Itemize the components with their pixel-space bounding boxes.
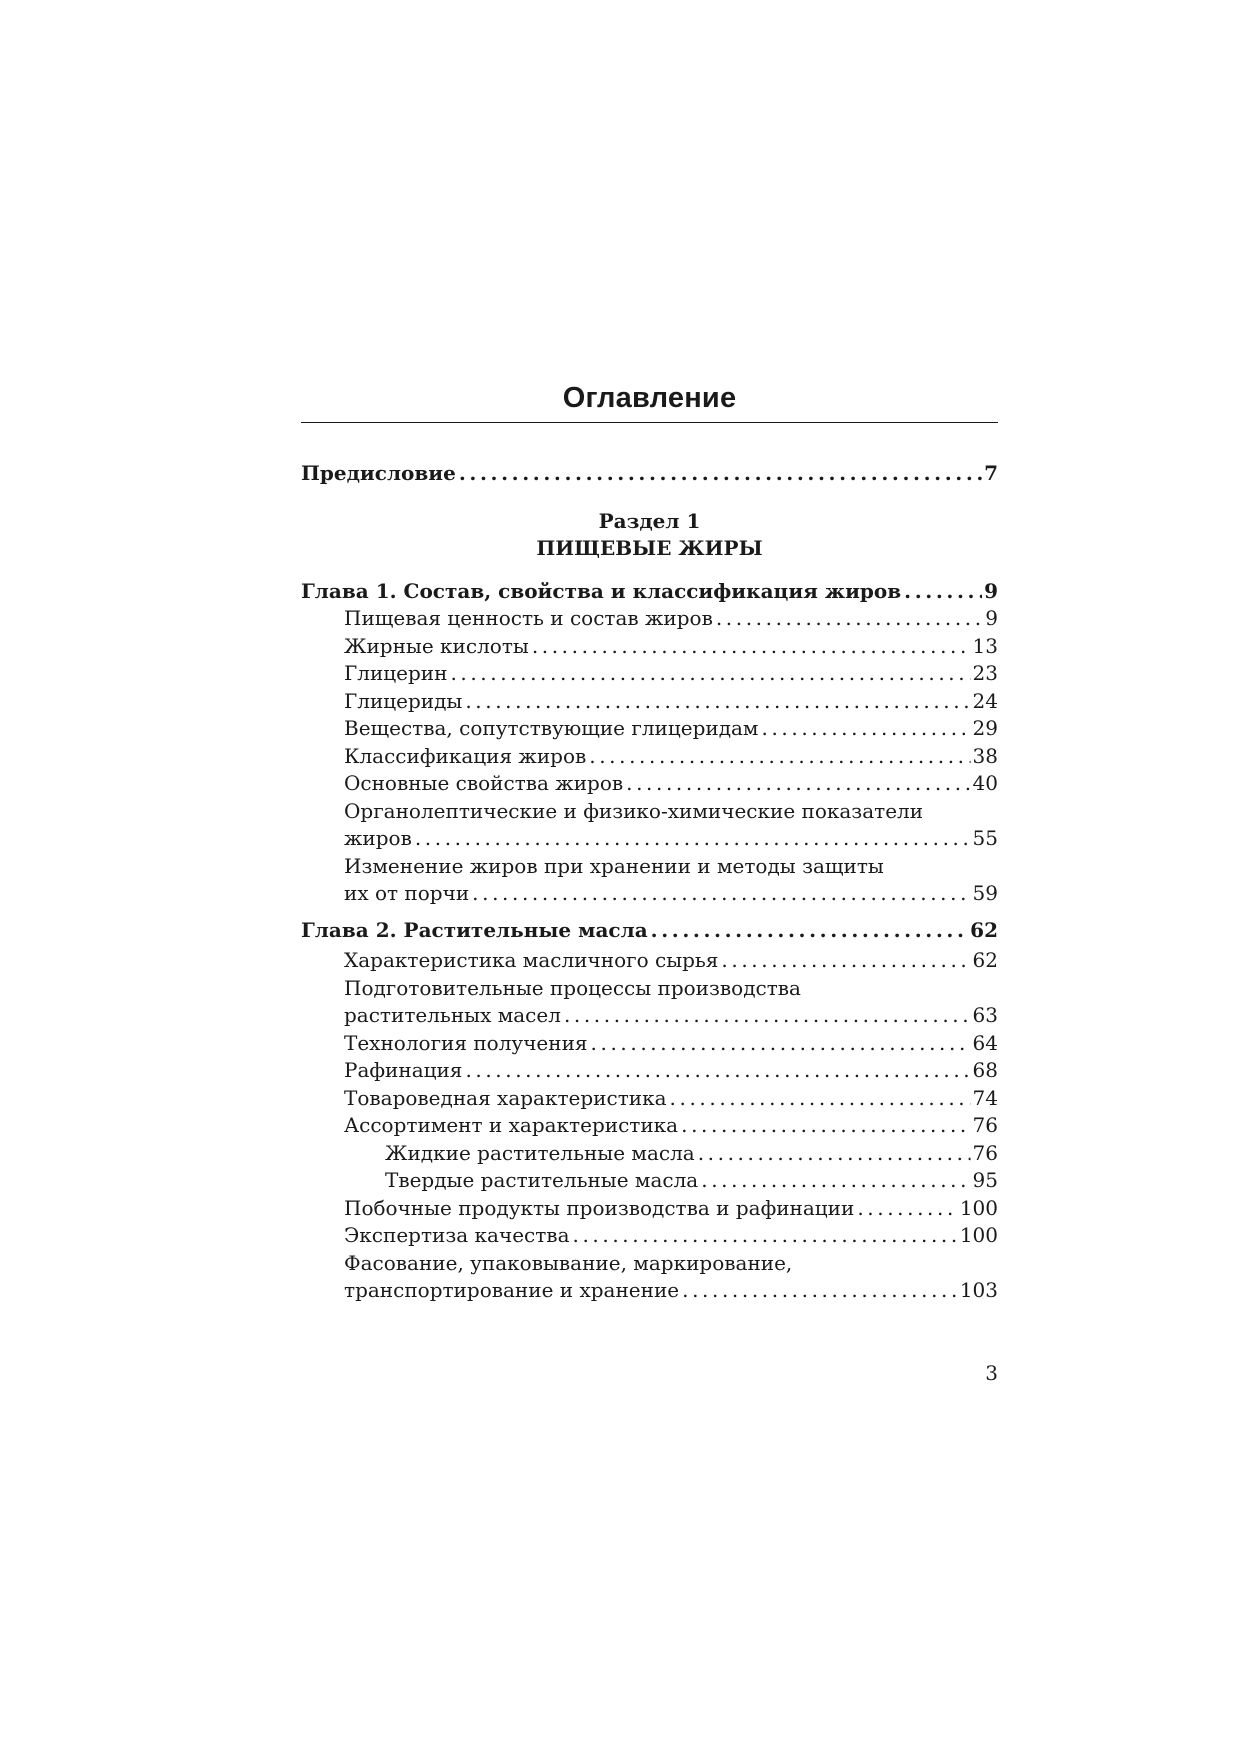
toc-entry-label: растительных масел xyxy=(344,1003,561,1027)
dot-leader xyxy=(762,715,971,743)
toc-entry-label: Характеристика масличного сырья xyxy=(344,948,719,972)
toc-entry-page: 40 xyxy=(972,771,998,795)
dot-leader xyxy=(589,743,970,771)
toc-entry-page: 62 xyxy=(972,948,998,972)
toc-entry[interactable] xyxy=(301,1085,998,1113)
toc-entry-label: Глава 1. Состав, свойства и классификация жиров xyxy=(301,578,902,603)
dot-leader xyxy=(681,1112,970,1140)
toc-entry[interactable] xyxy=(301,1222,998,1250)
toc-entry[interactable] xyxy=(301,688,998,716)
dot-leader xyxy=(698,1140,971,1168)
dot-leader xyxy=(670,1085,971,1113)
section-title: ПИЩЕВЫЕ ЖИРЫ xyxy=(536,535,763,560)
table-of-contents xyxy=(301,380,998,1305)
dot-leader xyxy=(532,633,971,661)
toc-entry-page: 38 xyxy=(972,743,998,768)
dot-leader xyxy=(904,578,982,606)
toc-entry-page: 7 xyxy=(984,461,998,485)
toc-subentry[interactable] xyxy=(301,1167,998,1195)
dot-leader xyxy=(716,605,983,633)
toc-entry-page: 59 xyxy=(972,881,998,905)
toc-entry[interactable] xyxy=(301,1002,998,1030)
toc-entry-page: 23 xyxy=(972,661,998,685)
title-divider xyxy=(301,422,998,423)
toc-entry-page: 76 xyxy=(972,1113,998,1137)
toc-entry-line[interactable]: Фасование, упаковывание, маркирование, xyxy=(344,1250,793,1275)
dot-leader xyxy=(573,1222,958,1250)
toc-entry-page: 13 xyxy=(972,633,998,658)
toc-entry[interactable] xyxy=(301,1030,998,1058)
toc-entry[interactable] xyxy=(301,743,998,771)
toc-entry-label: жиров xyxy=(344,826,412,850)
toc-entry-label: Технология получения xyxy=(344,1030,588,1055)
toc-entry[interactable] xyxy=(301,770,998,798)
dot-leader xyxy=(626,770,970,798)
toc-entry[interactable] xyxy=(301,1195,998,1223)
toc-entry-label: Побочные продукты производства и рафинации xyxy=(344,1195,855,1220)
toc-entry[interactable] xyxy=(301,880,998,908)
toc-entry-page: 55 xyxy=(972,826,998,850)
toc-entry-page: 68 xyxy=(972,1058,998,1082)
dot-leader xyxy=(701,1167,970,1195)
dot-leader xyxy=(591,1030,971,1058)
toc-entry-label: Глицериды xyxy=(344,688,463,713)
toc-entry-label: Жидкие растительные масла xyxy=(385,1140,695,1165)
toc-entry-label: Предисловие xyxy=(301,461,456,485)
toc-entry-page: 74 xyxy=(972,1085,998,1110)
dot-leader xyxy=(459,460,982,488)
toc-entry-page: 24 xyxy=(972,688,998,713)
toc-entry-label: Твердые растительные масла xyxy=(385,1168,699,1192)
toc-entry-page: 103 xyxy=(959,1278,998,1302)
toc-entry[interactable] xyxy=(301,947,998,975)
dot-leader xyxy=(564,1002,971,1030)
toc-chapter-1[interactable] xyxy=(301,578,998,606)
toc-entry-page: 100 xyxy=(959,1223,998,1247)
toc-entry-line[interactable]: Органолептические и физико-химические показатели xyxy=(344,798,924,823)
toc-entry-label: Пищевая ценность и состав жиров xyxy=(344,606,713,630)
toc-entry-label: транспортирование и хранение xyxy=(344,1278,680,1302)
dot-leader xyxy=(415,825,971,853)
toc-entry-label: Ассортимент и характеристика xyxy=(344,1113,679,1137)
dot-leader xyxy=(465,1057,970,1085)
dot-leader xyxy=(472,880,970,908)
section-number: Раздел 1 xyxy=(598,508,701,533)
page-number: 3 xyxy=(985,1361,998,1385)
toc-entry-label: Жирные кислоты xyxy=(344,633,529,658)
toc-entry-label: Вещества, сопутствующие глицеридам xyxy=(344,716,759,740)
toc-entry-page: 95 xyxy=(972,1168,998,1192)
toc-entry-label: Основные свойства жиров xyxy=(344,771,624,795)
toc-entry-label: Товароведная характеристика xyxy=(344,1085,667,1110)
toc-entry[interactable] xyxy=(301,715,998,743)
toc-entry[interactable] xyxy=(301,1112,998,1140)
dot-leader xyxy=(450,660,970,688)
toc-entry-page: 63 xyxy=(972,1003,998,1027)
dot-leader xyxy=(651,917,968,945)
page-title: Оглавление xyxy=(562,382,737,414)
dot-leader xyxy=(682,1277,958,1305)
toc-entry-page: 9 xyxy=(984,578,998,603)
toc-entry-label: Глава 2. Растительные масла xyxy=(301,917,648,942)
toc-entry-page: 29 xyxy=(972,716,998,740)
toc-entry-label: Экспертиза качества xyxy=(344,1223,570,1247)
toc-entry-label: Классификация жиров xyxy=(344,743,587,768)
toc-entry-page: 76 xyxy=(972,1140,998,1165)
toc-entry-preface[interactable] xyxy=(301,460,998,488)
toc-entry[interactable] xyxy=(301,1277,998,1305)
toc-entry-page: 100 xyxy=(959,1195,998,1220)
toc-entry-page: 62 xyxy=(970,917,998,942)
toc-entry[interactable] xyxy=(301,1057,998,1085)
toc-entry[interactable] xyxy=(301,825,998,853)
toc-entry-page: 64 xyxy=(972,1030,998,1055)
toc-entry-line[interactable]: Изменение жиров при хранении и методы защиты xyxy=(344,853,884,878)
toc-entry[interactable] xyxy=(301,633,998,661)
toc-entry[interactable] xyxy=(301,605,998,633)
dot-leader xyxy=(465,688,970,716)
toc-chapter-2[interactable] xyxy=(301,917,998,945)
toc-entry-label: Глицерин xyxy=(344,661,448,685)
toc-entry-label: Рафинация xyxy=(344,1058,463,1082)
toc-entry-page: 9 xyxy=(985,606,998,630)
toc-entry[interactable] xyxy=(301,660,998,688)
toc-subentry[interactable] xyxy=(301,1140,998,1168)
toc-entry-label: их от порчи xyxy=(344,881,470,905)
dot-leader xyxy=(721,947,970,975)
dot-leader xyxy=(857,1195,957,1223)
toc-entry-line[interactable]: Подготовительные процессы производства xyxy=(344,975,801,1000)
